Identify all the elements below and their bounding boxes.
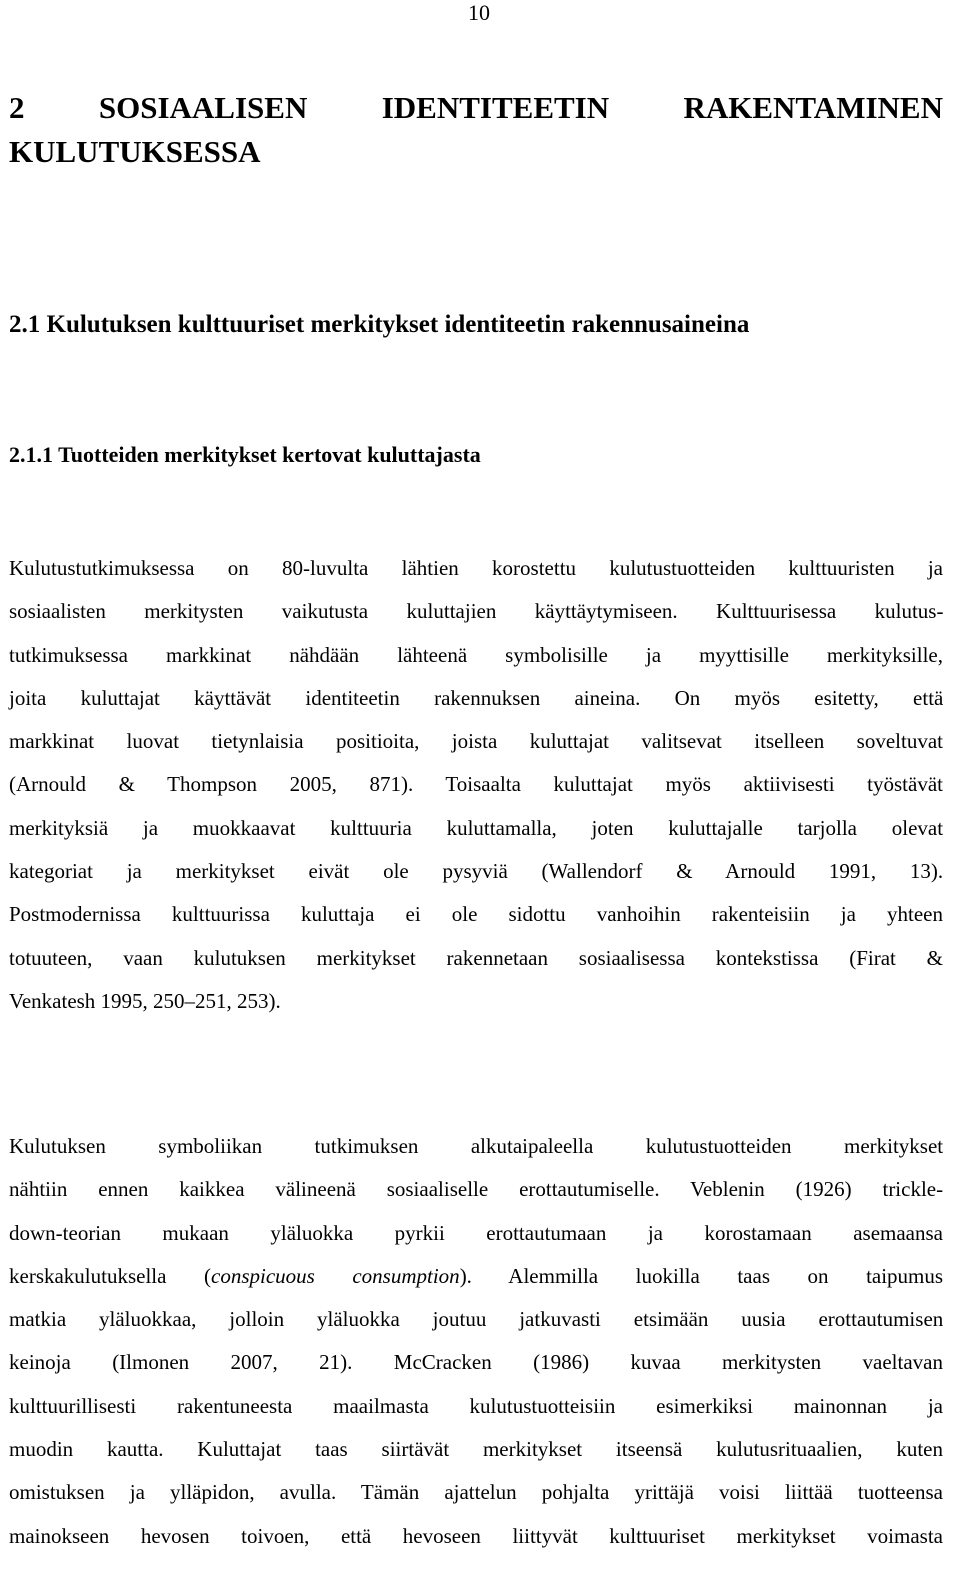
italic-term: conspicuous consumption bbox=[211, 1263, 460, 1288]
paragraph-line: Kulutuksen symboliikan tutkimuksen alkutaipaleella kulutustuotteiden merkitykset bbox=[9, 1134, 944, 1158]
paragraph-line: merkityksiä ja muokkaavat kulttuuria kuluttamalla, joten kuluttajalle tarjolla olevat bbox=[9, 815, 944, 840]
paragraph-line: (Arnould & Thompson 2005, 871). Toisaalta kuluttajat myös aktiivisesti työstävät bbox=[9, 772, 943, 797]
paragraph-line: markkinat luovat tietynlaisia positioita, joista kuluttajat valitsevat itselleen soveltuvat bbox=[9, 729, 943, 754]
chapter-number: 2 bbox=[9, 90, 25, 125]
chapter-word: SOSIAALISEN bbox=[98, 90, 308, 125]
chapter-title bbox=[9, 86, 943, 174]
paragraph-1 bbox=[9, 547, 943, 1023]
paragraph-line: kulttuurillisesti rakentuneesta maailmasta kulutustuotteisiin esimerkiksi mainonnan ja bbox=[9, 1393, 943, 1418]
paragraph-line: kategoriat ja merkitykset eivät ole pysyviä (Wallendorf & Arnould 1991, 13). bbox=[9, 859, 944, 884]
paragraph-line: mainokseen hevosen toivoen, että hevoseen liittyvät kulttuuriset merkitykset voimasta bbox=[9, 1523, 943, 1548]
paragraph-line: joita kuluttajat käyttävät identiteetin rakennuksen aineina. On myös esitetty, että bbox=[9, 685, 944, 710]
paragraph-line bbox=[9, 1255, 943, 1298]
paragraph-line: matkia yläluokkaa, jolloin yläluokka joutuu jatkuvasti etsimään uusia erottautumisen bbox=[9, 1307, 944, 1332]
paragraph-line: tutkimuksessa markkinat nähdään lähteenä symbolisille ja myyttisille merkityksille, bbox=[9, 642, 943, 667]
paragraph-line: down-teorian mukaan yläluokka pyrkii erottautumaan ja korostamaan asemaansa bbox=[9, 1220, 943, 1245]
subsection-title: 2.1.1 Tuotteiden merkitykset kertovat kuluttajasta bbox=[9, 442, 481, 467]
chapter-word: RAKENTAMINEN bbox=[683, 90, 943, 125]
paragraph-line: Kulutustutkimuksessa on 80-luvulta lähtien korostettu kulutustuotteiden kulttuuristen ja bbox=[9, 556, 943, 580]
paragraph-line: omistuksen ja ylläpidon, avulla. Tämän ajattelun pohjalta yrittäjä voisi liittää tuotteensa bbox=[9, 1480, 943, 1505]
paragraph-line: sosiaalisten merkitysten vaikutusta kuluttajien käyttäytymiseen. Kulttuurisessa kulutus- bbox=[9, 599, 944, 624]
paragraph-line: keinoja (Ilmonen 2007, 21). McCracken (1986) kuvaa merkitysten vaeltavan bbox=[9, 1350, 943, 1375]
chapter-title-line1 bbox=[9, 86, 943, 130]
section-title: 2.1 Kulutuksen kulttuuriset merkitykset identiteetin rakennusaineina bbox=[9, 311, 750, 338]
paragraph-line: totuuteen, vaan kulutuksen merkitykset rakennetaan sosiaalisessa kontekstissa (Firat & bbox=[9, 945, 943, 970]
page-number: 10 bbox=[468, 0, 490, 25]
paragraph-line: Venkatesh 1995, 250–251, 253). bbox=[9, 988, 281, 1013]
line-text: kerskakulutuksella ( bbox=[9, 1263, 211, 1288]
line-text: ). Alemmilla luokilla taas on taipumus bbox=[459, 1263, 944, 1288]
chapter-title-line2: KULUTUKSESSA bbox=[9, 134, 261, 169]
paragraph-line: muodin kautta. Kuluttajat taas siirtävät merkitykset itseensä kulutusrituaalien, kuten bbox=[9, 1437, 943, 1462]
paragraph-2 bbox=[9, 1125, 943, 1558]
paragraph-line: Postmodernissa kulttuurissa kuluttaja ei ole sidottu vanhoihin rakenteisiin ja yhteen bbox=[9, 902, 943, 927]
paragraph-line: nähtiin ennen kaikkea välineenä sosiaaliselle erottautumiselle. Veblenin (1926) trickle- bbox=[9, 1177, 944, 1202]
chapter-word: IDENTITEETIN bbox=[381, 90, 610, 125]
